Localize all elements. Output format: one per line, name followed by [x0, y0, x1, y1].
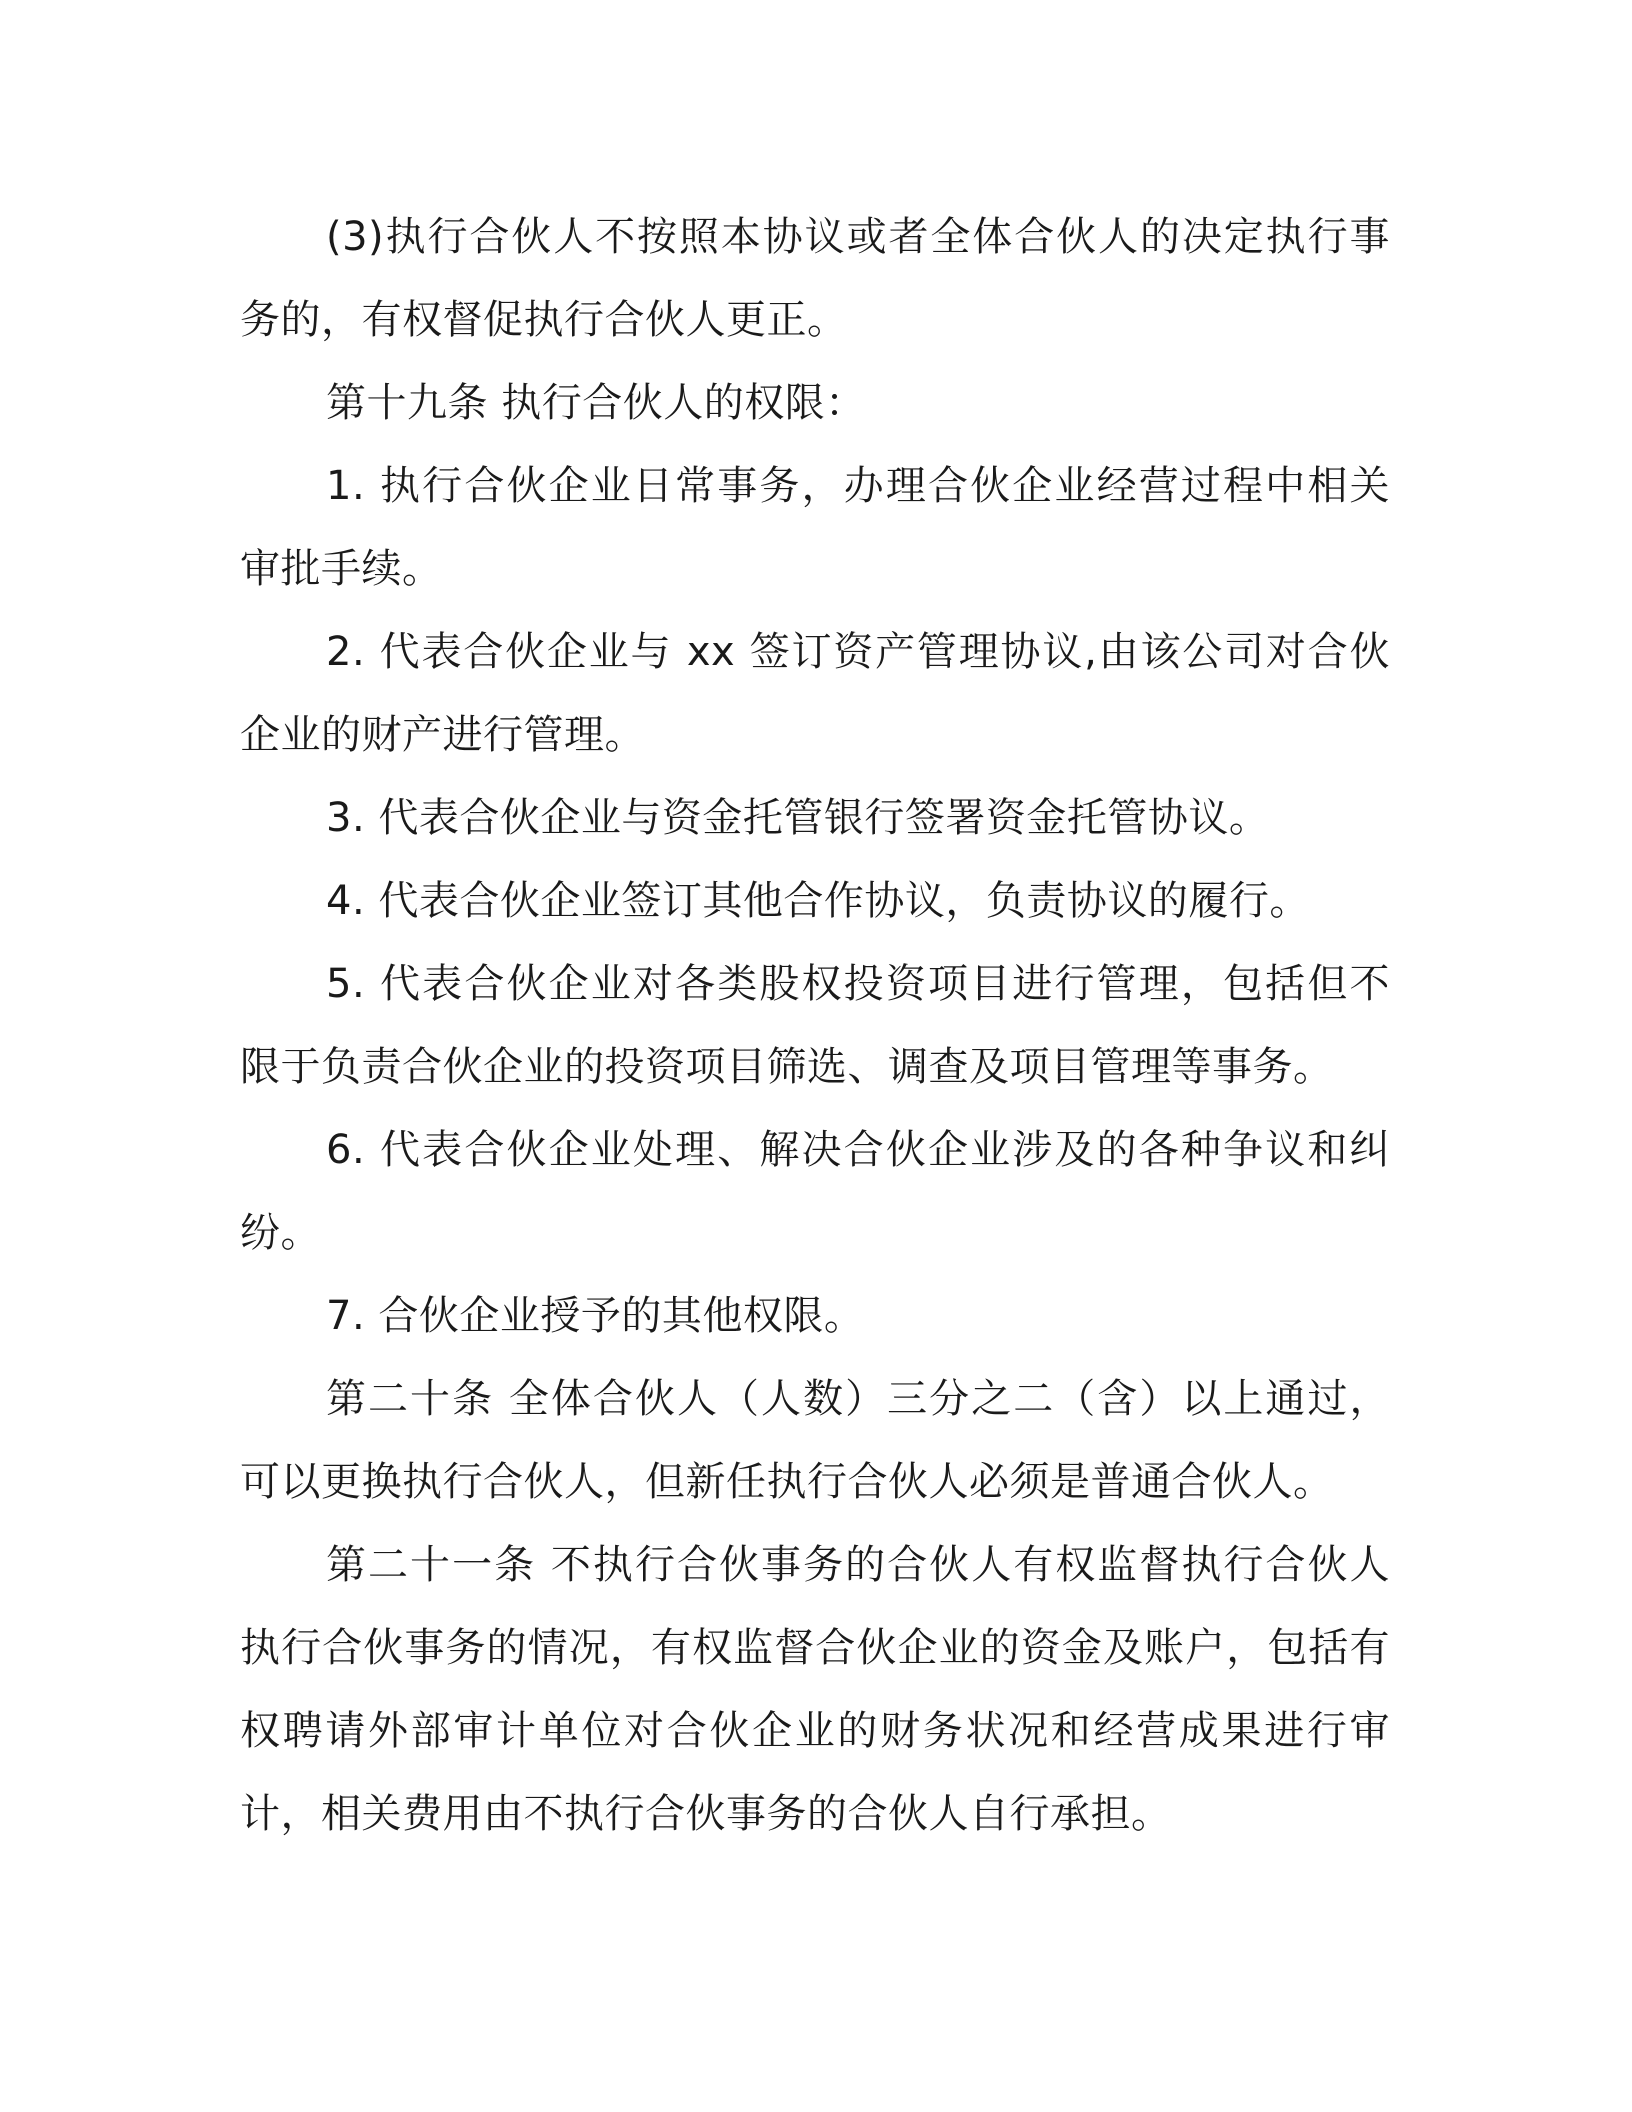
list-item-3: 3. 代表合伙企业与资金托管银行签署资金托管协议。	[326, 795, 1270, 841]
article-19-heading: 第十九条 执行合伙人的权限：	[326, 380, 866, 426]
list-item-2: 2. 代表合伙企业与 xx 签订资产管理协议,由该公司对合伙企业的财产进行管理。	[240, 629, 1390, 758]
list-item-7: 7. 合伙企业授予的其他权限。	[326, 1293, 865, 1339]
list-item-1: 1. 执行合伙企业日常事务，办理合伙企业经营过程中相关审批手续。	[240, 463, 1390, 592]
article-20: 第二十条 全体合伙人（人数）三分之二（含）以上通过，可以更换执行合伙人，但新任执行合伙人必须是普通合伙人。	[240, 1376, 1390, 1505]
document-body	[240, 196, 1390, 1856]
list-item-4: 4. 代表合伙企业签订其他合作协议，负责协议的履行。	[326, 878, 1310, 924]
list-item-6: 6. 代表合伙企业处理、解决合伙企业涉及的各种争议和纠纷。	[240, 1127, 1390, 1256]
list-item-5: 5. 代表合伙企业对各类股权投资项目进行管理，包括但不限于负责合伙企业的投资项目筛选、调查及项目管理等事务。	[240, 961, 1390, 1090]
article-21: 第二十一条 不执行合伙事务的合伙人有权监督执行合伙人执行合伙事务的情况，有权监督合伙企业的资金及账户，包括有权聘请外部审计单位对合伙企业的财务状况和经营成果进行审计，相关费用由不执行合伙事务的合伙人自行承担。	[240, 1542, 1390, 1837]
paragraph-item-3-correction: (3)执行合伙人不按照本协议或者全体合伙人的决定执行事务的，有权督促执行合伙人更正。	[240, 214, 1390, 343]
